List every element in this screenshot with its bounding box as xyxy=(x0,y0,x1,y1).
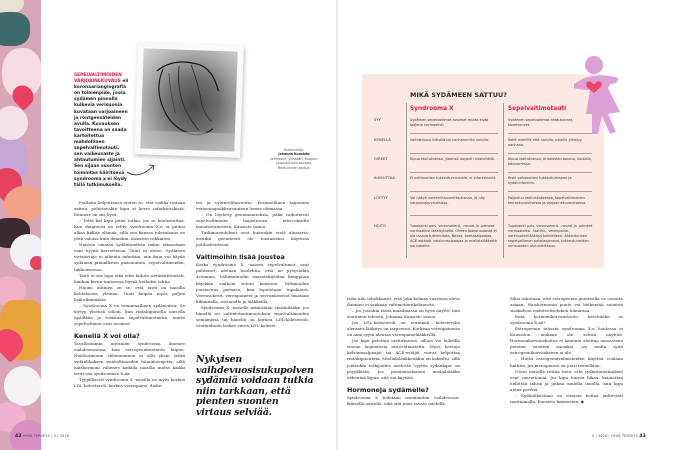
issue-number: 5 / 2018 xyxy=(592,434,608,438)
row-divider xyxy=(410,215,498,216)
column-header-syndrooma-x: Syndrooma X xyxy=(410,106,454,112)
paper-doll-with-heart-icon xyxy=(572,56,622,134)
cell-syndrooma-x: Vaihdevuosi-ikäisillä tai vanhemmilla naisilla. xyxy=(410,138,490,142)
paragraph: – Syndrooma X on toiminnallinen sydänvaiva. Se löytyy yleensä silloin, kun rintakipuisella naisella epäillään ja tutkitaan sepelvaltimotautia, mutta sepelvaltimot ovat avoimet. xyxy=(74,302,185,326)
paragraph: Koska syndrooma X -naisen sepelvaltimot ovat puhtoiset, aletaan huolehtia, että ne pysyvätkin avoimina. Valtimotaudin vaaratekijöiden kimppuun käydään vanhoin tutuin konstein. Valtimoiden joustavuus paranee, kun lopetetaan tupakointi. Verensokerit, verenpaineet ja seerumirasvat tasataan liikunnalla, ravinnolla ja lääkkeillä. xyxy=(196,262,309,304)
paragraph: – Jos jostakin tässä maailmassa on hyvä näyttö, niin statiinien tehosta, Johanna Kuusisto sanoo. xyxy=(347,308,460,320)
column-divider xyxy=(406,103,407,258)
expert-role: Asiantuntija: xyxy=(283,148,305,152)
paragraph: – Sydänlihastaan on viisasta hoitaa järkevästi rasittamalla, Kuusisto kannustaa. ◆ xyxy=(510,392,623,404)
column-header-sepelvaltimotauti: Sepelvaltimotauti xyxy=(508,106,567,112)
paragraph: Tutkimustulokset ovat kuitenkin vielä alustavia, eivätkä geenitestit ole toistaiseksi käytössä potilashoidossa. xyxy=(196,230,309,248)
row-divider xyxy=(508,172,592,173)
row-label: AIHEUTTAA xyxy=(374,176,396,180)
article-column-2 xyxy=(196,200,309,329)
paragraph: – On löydetty geenimuutoksia, jotka vaikuttavat sepelvaltimoita laajentavan nitro-oksidin muodostumiseen, Kuusisto sanoo. xyxy=(196,212,309,230)
xray-image xyxy=(140,48,237,151)
paragraph: Tauti ei siis tapa eikä edes kiduta sietämättömästi, kunhan kivun tuntuessa löytää hetkeksi tahtia. xyxy=(74,272,185,284)
paragraph: Tavallisimmin mystinen syndrooma ilmenee vaihdevuosissa, kun estrogeenituotanto hiipuu. Naishormonin väheneminen ei silti yksin selitä sydänlihaksen sisävaltimoiden toimintavajetta, sillä naishormoni vähenee kaikilla naisilla mutta kaikki eivät saa syndroomaa X:ää. xyxy=(74,340,185,377)
paragraph: Syndrooma X todetaan useimmiten vaihdevuosi-ikäisellä naisella, eikä sitä juuri tavata miehillä. xyxy=(347,394,460,406)
article-column-3 xyxy=(347,296,460,407)
paragraph: rolia niin tehokkaasti, että joka kolmas vaarassa oleva ihminen ei saakaan valtimotautikohtausta. xyxy=(347,296,460,308)
row-divider xyxy=(410,191,498,192)
expert-caption xyxy=(268,148,320,170)
expert-name: Johanna Kuusisto xyxy=(278,152,310,157)
row-label: SYY xyxy=(374,118,381,122)
page-number: 42 xyxy=(15,434,22,439)
page-gutter xyxy=(336,0,338,450)
cell-sepelvaltimotauti: Sydämen sepelvaltimot ahtautuneet, kovettuneet. xyxy=(508,118,574,127)
caption-text: eli koronaariangiografia on toimenpide, jossa sydämen pinnalla kulkevia verisuonia kuvataan varjoaineen ja röntgensäteiden avulla. Kuvauksen tavoitteena on saada kartoitettua mahdollinen sepelvaltimotauti, sen vaikeusaste ja ahtautumien sijainti. Sen sijaan suonten toimintaa häiritsevä syndrooma x ei löydy tällä tutkimuksella. xyxy=(74,79,129,188)
photo-sidebar-caption xyxy=(74,73,129,189)
row-divider xyxy=(508,215,592,216)
folio-left: 42 HYVÄ TERVEYS / 5 / 2018 xyxy=(15,434,70,439)
paragraph: Entä hormonikorvaushoito, lievittääkö se syndrooma X:ää? xyxy=(510,314,623,326)
paragraph: tes ja vyötärölihavuutta. Perinnöllinen taipumus verisuonipoikkeavuuteen lienee olemassa. xyxy=(196,200,309,212)
magazine-name: HYVÄ TERVEYS xyxy=(611,434,639,438)
column-divider xyxy=(503,103,504,258)
paragraph: Siksi uskotaan, että estrogeenin puutteella on osuutta asiaan. Naishormonin puute voi heikentää suonten sisäkalvon endoteelisolukon toimintaa. xyxy=(510,296,623,314)
row-divider xyxy=(508,153,592,154)
expert-title: professori, ylilääkäri, Kuopion yliopistollinen sairaala, Medisiininen keskus. xyxy=(270,156,318,170)
table-title: MIKÄ SYDÄMEEN SATTUU? xyxy=(410,91,508,99)
row-label: HOITO xyxy=(374,224,387,228)
cell-syndrooma-x: Sydämen sepelvaltimot avoimet mutta eivät laajene normaalisti. xyxy=(410,118,489,127)
cell-syndrooma-x: Tupakointi pois, verensokerit, -rasvat ja -paineet normaaliksi lääkityksellä. Oireen lääkehoidosta ei ole laajoja tutkimuksia. Nitroa, beetasalpaajaa, ACE-estäjää, kalsiumsalpaajaa ja mielialalääkettä voi kokeilla. xyxy=(410,224,497,248)
row-label: OIREET xyxy=(374,157,388,161)
subheading: Valtimoihin lisää joustoa xyxy=(196,253,285,262)
row-divider xyxy=(410,172,498,173)
cell-sepelvaltimotauti: Sekä miehillä että naisilla, naisilla yleistyy vanhana. xyxy=(508,138,582,147)
paragraph: Huono uutinen on se, että tauti on naisilla kohtalaisen yleinen. Tauti kaipaa myös paljon lisätutkimuksia. xyxy=(74,284,185,302)
curved-arrow-icon xyxy=(125,160,161,180)
article-column-4 xyxy=(510,296,623,405)
paragraph: Tyypillisesti syndrooma X -naisilla on myös korkea LDL-kolesteroli, korkea verenpaine, diabe- xyxy=(74,377,185,389)
cell-syndrooma-x: Kipua rasituksessa, yleensä laajasti rintakehällä. xyxy=(410,157,496,161)
cell-sepelvaltimotauti: Paljastuu rasituskokeessa, sepelvaltimoiden kerroskuvauksessa ja varjoainekuvauksessa. xyxy=(508,196,587,205)
cell-syndrooma-x: Voi näkyä verenvirtausmittauksissa, ei näy varjoainekuvauksissa. xyxy=(410,196,485,205)
paragraph: Potilaita helpottanee eniten se, että vaikka rintaan sattuu, pelottavakin kipu ei kerro infarktiriskistä. Ennuste on siis hyvä. xyxy=(74,200,185,218)
cell-sepelvaltimotauti: Riski valtimoiden tukkeutumiseen ja sydäninfarktiin. xyxy=(508,176,572,185)
row-divider xyxy=(410,153,498,154)
paragraph: Estrogeenin tehosta syndrooma X:n hoidossa ei Kuusiston mukaan ole selvää näyttöä. Hormonikorvaushoitoa ei kannata aloittaa ainoastaan pienten suonten suojaksi, jos muita syitä estrogeenikorvaukseen ei ole. xyxy=(510,326,623,356)
folio-right: 5 / 2018 / HYVÄ TERVEYS 43 xyxy=(592,434,647,439)
subheading: Kenellä X voi olla? xyxy=(74,331,140,340)
paragraph: Jos LDL-kolesteroli on normaali, kolesterolia alentava lääkitys on tarpeeton. Korkeaa verenpainetta on aina syytä alentaa verenpainelääkkeillä. xyxy=(347,320,460,338)
row-divider xyxy=(508,191,592,192)
paragraph: Usein naiselle riittää tieto, että sydäntuntemukset ovat vaarattomia. Jos kipu tuntuu liikaa, kannattaa hellittää tahtia ja jatkaa uudella innolla, kun kipu antaa periksi. xyxy=(510,368,623,392)
paragraph: – Totta kai kipu pitää tutkia, jos se huolestuttaa. Kun diagnoosi on tehty, syndrooma X:n ei pitäisi alkaa hallita elämää, sillä sen kanssa tulevaisuus on yhtä valoisa kuin ilmankin, Kuusisto rohkaisee. xyxy=(74,218,185,242)
paragraph: Syndrooma X -naiselle määrätään statiinilääke, jos hänellä on valtimotautimuutoksia sepelvaltimoiden seinämissä tai hänellä on korkea LDL-kolesteroli. Statiinihoito laskee veren LDL-koleste- xyxy=(196,304,309,328)
pull-quote: Nykyisen vaihdevuosisukupolven sydämiä voidaan tutkia niin tarkkaan, että pienten suonten virtaus selviää. xyxy=(196,354,314,418)
paragraph: Naisten omasta sydäntaudista onkin oikeastaan vain hyvää kerrottavaa. Tauti ei etene. Sydämen virtausvaje ei aiheuta infarktia, niin kuin voi käydä sydämen pinnallisten pääsuonten, sepelvaltimoiden, tukkeutuessa. xyxy=(74,242,185,272)
paragraph: – Mutta estrogeenivalmisteiden käyttöä voidaan harkita, jos menopaussi on juuri menellään. xyxy=(510,356,623,368)
row-divider xyxy=(410,133,498,134)
cell-sepelvaltimotauti: Kipua rasituksessa, rintalastan takana, kaulalla, käsivarressa. xyxy=(508,157,592,166)
subheading: Hormoneja sydämelle? xyxy=(347,385,429,394)
issue-number: 5 / 2018 xyxy=(53,434,70,438)
caption-highlight: SEPELVALTIMOIDEN VARJOAINEKUVAUS xyxy=(74,73,122,85)
cell-syndrooma-x: Ei valtimoiden tukkeutumisriskiä, ei infarktiriskiä. xyxy=(410,176,497,180)
row-label: KENELLÄ xyxy=(374,138,391,142)
paragraph: Jos kipu pelottaa rasituksessa, silloin voi kokeilla suonia laajentavia nitrovalmisteita. Myös beetaja kalsiumsalpaajat tai ACE-estäjät voivat helpottaa rintakipuoireita. Mielialalääkkeitäkin on kokeiltu, sillä joidenkin tutkijoiden mielestä 'syytön sydänkipu' on psyykkistä. Jos pieniannoksinen mielialalääke vähentää kipua, sitä voi käyttää. xyxy=(347,338,460,380)
article-column-1 xyxy=(74,200,185,389)
magazine-name: HYVÄ TERVEYS xyxy=(23,434,50,438)
cell-sepelvaltimotauti: Tupakointi pois, verensokerit, -rasvat ja -paineet normaaleiksi. Statiini-, verenpaine-, verensokerilääkitys kohdalleen. Ahtautuneen sepelvaltimon pallolaajennus, tukkeutuneiden verisuonten ohitusleikkaus. xyxy=(508,224,593,248)
angiography-photo xyxy=(134,42,244,158)
row-label: LÖYTYY xyxy=(374,196,388,200)
paper-hearts-decoration xyxy=(0,0,41,450)
page-number: 43 xyxy=(639,434,647,439)
